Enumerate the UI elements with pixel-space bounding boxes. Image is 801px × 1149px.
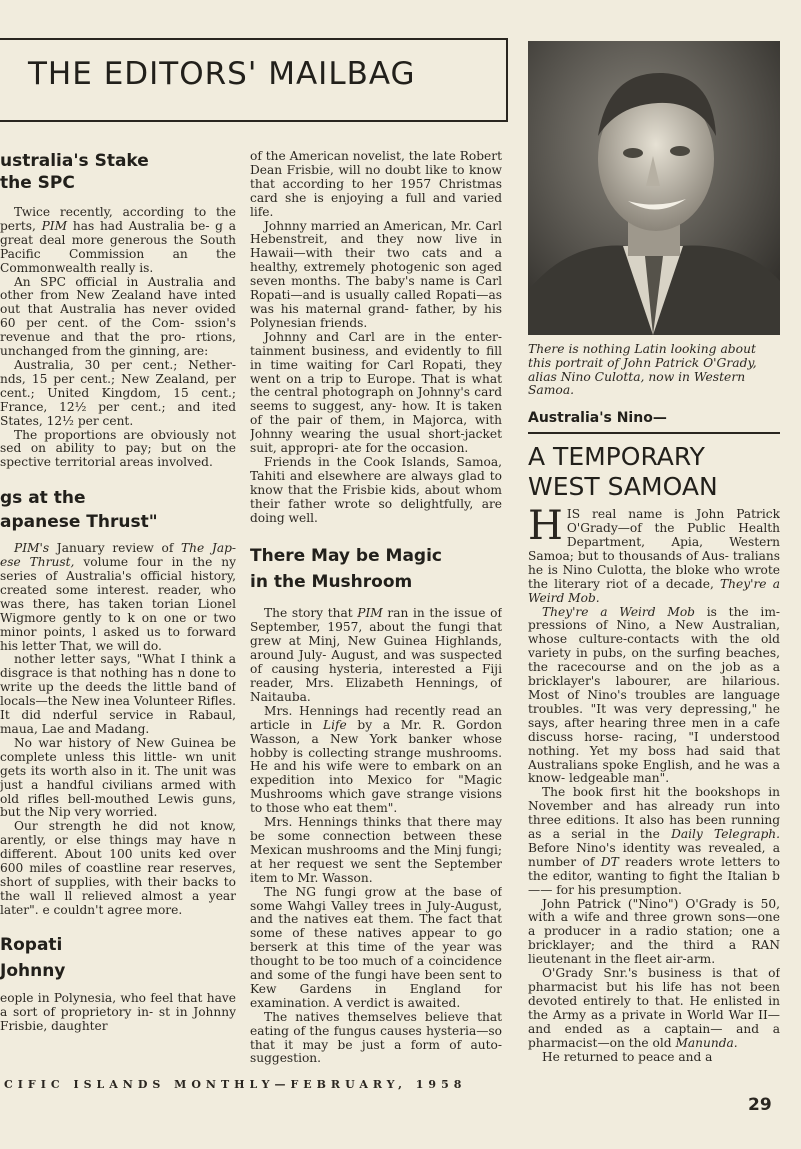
- heading-line: There May be Magic: [250, 546, 443, 567]
- paragraph: The proportions are obviously not sed on ability to pay; but on the spective territorial areas involved.: [0, 427, 236, 470]
- paragraph: eople in Polynesia, who feel that have a sort of proprietory in- st in Johnny Frisbie, daughter: [0, 991, 236, 1033]
- article-japanese-thrust: PIM's January review of The Jap- ese Thrust, volume four in the ny series of Australia's official history, created some interest. reader, who was there, has taken torian Lionel Wigmore gently to k on one or two minor points, l asked us to forward his letter That, we will do. nother letter says, "What I think a disgrace is that nothing has n done to write up the deeds the little band of locals—the New inea Volunteer Rifles. It did nderful service in Rabaul, maua, Lae and Madang. No war history of New Guinea be complete unless this little- wn unit gets its worth also in it. The unit was just a handful civilians armed with old rifles bell-mouthed Lewis guns, but the Nip very worried. Our strength he did not know, arently, or else things may have n different. About 100 units ked over 600 miles of coastline rear reserves, short of supplies, with their backs to the wall ll relieved almost a year later". e couldn't agree more.: [0, 542, 236, 917]
- heading-line: in the Mushroom: [250, 572, 413, 593]
- paragraph: An SPC official in Australia and other from New Zealand have inted out that Australia has never ovided 60 per cent. of the Com- ssion's revenue and that the pro- rtions, unchanged from the ginning, are:: [0, 274, 236, 359]
- paragraph: John Patrick ("Nino") O'Grady is 50, with a wife and three grown sons—one a producer in a radio station; one a bricklayer; and the third a RAN lieutenant in the fleet air-arm.: [528, 896, 780, 967]
- headline-temporary-west-samoan: [528, 442, 780, 502]
- portrait-image: [528, 41, 780, 335]
- column-2: [250, 150, 502, 1066]
- heading-line: the SPC: [0, 173, 75, 193]
- heading-magic-mushroom: [250, 543, 502, 595]
- page-title: THE EDITORS' MAILBAG: [28, 56, 416, 92]
- paragraph: Friends in the Cook Islands, Samoa, Tahiti and elsewhere are always glad to know that the Frisbie kids, about whom their father wrote so delightfully, are doing well.: [250, 454, 502, 525]
- paragraph: The NG fungi grow at the base of some Wahgi Valley trees in July-August, and the natives eat them. The fact that some of these natives appear to go berserk at this time of the year was thought to be too much of a coincidence and some of the fungi have been sent to Kew Gardens in England for examination. A verdict is awaited.: [250, 884, 502, 1010]
- heading-line: gs at the: [0, 488, 86, 509]
- paragraph: He returned to peace and a: [542, 1049, 713, 1064]
- footer-publication: CIFIC ISLANDS MONTHLY—FEBRUARY, 1958: [4, 1078, 467, 1091]
- heading-ropati-johnny: [0, 932, 236, 984]
- kicker: Australia's Nino—: [528, 410, 667, 427]
- paragraph: Our strength he did not know, arently, or else things may have n different. About 100 units ked over 600 miles of coastline rear reserves, short of supplies, with their backs to the wall ll relieved almost a year later". e couldn't agree more.: [0, 819, 236, 917]
- article-temporary-west-samoan: HIS real name is John Patrick O'Grady—of the Public Health Department, Apia, Western Samoa; but to thousands of Aus- tralians he is Nino Culotta, the bloke who wrote the literary riot of a decade, They're a Weird Mob. They're a Weird Mob is the im- pressions of Nino, a New Australian, whose culture-contacts with the old variety in pubs, on the surfing beaches, the racecourse and on the job as a bricklayer's labourer, are hilarious. Most of Nino's troubles are language troubles. "It was very depressing," he says, after hearing three men in a cafe discuss horse- racing, "I understood nothing. Yet my boss had said that Australians spoke English, and he was a know- ledgeable man". The book first hit the bookshops in November and has already run into three editions. It also has been running as a serial in the Daily Telegraph. Before Nino's identity was revealed, a number of DT readers wrote letters to the editor, wanting to fight the Italian b—— for his presumption. John Patrick ("Nino") O'Grady is 50, with a wife and three grown sons—one a producer in a radio station; one a bricklayer; and the third a RAN lieutenant in the fleet air-arm. O'Grady Snr.'s business is that of pharmacist but his life has not been devoted entirely to that. He enlisted in the Army as a private in World War II—and ended as a captain— and a pharmacist—on the old Manunda. He returned to peace and a: [528, 508, 780, 1064]
- heading-australias-stake: [0, 150, 236, 194]
- article-australias-stake: Twice recently, according to the perts, PIM has had Australia be- g a great deal more generous the South Pacific Commission an the Commonwealth really is. An SPC official in Australia and other from New Zealand have inted out that Australia has never ovided 60 per cent. of the Com- ssion's revenue and that the pro- rtions, unchanged from the ginning, are: Australia, 30 per cent.; Nether- nds, 15 per cent.; New Zealand, per cent.; United Kingdom, 15 cent.; France, 12½ per cent.; and ited States, 12½ per cent. The proportions are obviously not sed on ability to pay; but on the spective territorial areas involved.: [0, 206, 236, 470]
- paragraph: Australia, 30 per cent.; Nether- nds, 15 per cent.; New Zealand, per cent.; United Kingdom, 15 cent.; France, 12½ per cent.; and ited States, 12½ per cent.: [0, 357, 236, 428]
- drop-cap: H: [528, 508, 563, 550]
- column-3: [528, 343, 780, 1064]
- paragraph: Mrs. Hennings thinks that there may be some connection between these Mexican mushrooms and the Minj fungi; at her request we sent the September item to Mr. Wasson.: [250, 815, 502, 885]
- page-number: 29: [748, 1095, 772, 1115]
- heading-line: ustralia's Stake: [0, 151, 149, 171]
- paragraph: of the American novelist, the late Robert Dean Frisbie, will no doubt like to know that according to her 1957 Christmas card she is enjoying a full and varied life.: [250, 150, 502, 219]
- article-ropati-continued: [250, 150, 502, 525]
- divider: [528, 432, 780, 434]
- article-magic-mushroom: The story that PIM ran in the issue of September, 1957, about the fungi that grew at Minj, New Guinea Highlands, around July- August, and was suspected of causing hysteria, interested a Fiji reader, Mrs. Elizabeth Hennings, of Naitauba. Mrs. Hennings had recently read an article in Life by a Mr. R. Gordon Wasson, a New York banker whose hobby is collecting strange mushrooms. He and his wife were to embark on an expedition into Mexico for "Magic Mushrooms which gave strange visions to those who eat them". Mrs. Hennings thinks that there may be some connection between these Mexican mushrooms and the Minj fungi; at her request we sent the September item to Mr. Wasson. The NG fungi grow at the base of some Wahgi Valley trees in July-August, and the natives eat them. The fact that some of these natives appear to go berserk at this time of the year was thought to be too much of a coincidence and some of the fungi have been sent to Kew Gardens in England for examination. A verdict is awaited. The natives themselves believe that eating of the fungus causes hysteria—so that it may be just a form of auto-suggestion.: [250, 607, 502, 1066]
- heading-japanese-thrust: [0, 486, 236, 534]
- heading-line: apanese Thrust": [0, 512, 158, 533]
- paragraph: Johnny and Carl are in the enter- tainment business, and evidently to fill in time waiting for Carl Ropati, they went on a trip to Europe. That is what the central photograph on Johnny's card seems to suggest, any- how. It is taken of the pair of them, in Majorca, with Johnny wearing the usual short-jacket suit, appropri- ate for the occasion.: [250, 329, 502, 456]
- portrait-photo: [528, 41, 780, 335]
- paragraph: Johnny married an American, Mr. Carl Hebenstreit, and they now live in Hawaii—with their two cats and a healthy, extremely photogenic son aged seven months. The baby's name is Carl Ropati—and is usually called Ropati—as was his maternal grand- father, by his Polynesian friends.: [250, 218, 502, 330]
- article-ropati-start: [0, 992, 236, 1034]
- paragraph: nother letter says, "What I think a disgrace is that nothing has n done to write up the deeds the little band of locals—the New inea Volunteer Rifles. It did nderful service in Rabaul, maua, Lae and Madang.: [0, 652, 236, 736]
- headline-line: WEST SAMOAN: [528, 472, 718, 502]
- heading-line: Johnny: [0, 960, 66, 981]
- paragraph: No war history of New Guinea be complete unless this little- wn unit gets its worth also in it. The unit was just a handful civilians armed with old rifles bell-mouthed Lewis guns, but the Nip very worried.: [0, 735, 236, 820]
- headline-line: A TEMPORARY: [528, 442, 705, 472]
- paragraph: The natives themselves believe that eating of the fungus causes hysteria—so that it may be just a form of auto-suggestion.: [250, 1009, 502, 1066]
- heading-line: Ropati: [0, 934, 63, 955]
- photo-caption: There is nothing Latin looking about this portrait of John Patrick O'Grady, alias Nino Culotta, now in Western Samoa.: [528, 342, 757, 398]
- column-1: [0, 150, 236, 1033]
